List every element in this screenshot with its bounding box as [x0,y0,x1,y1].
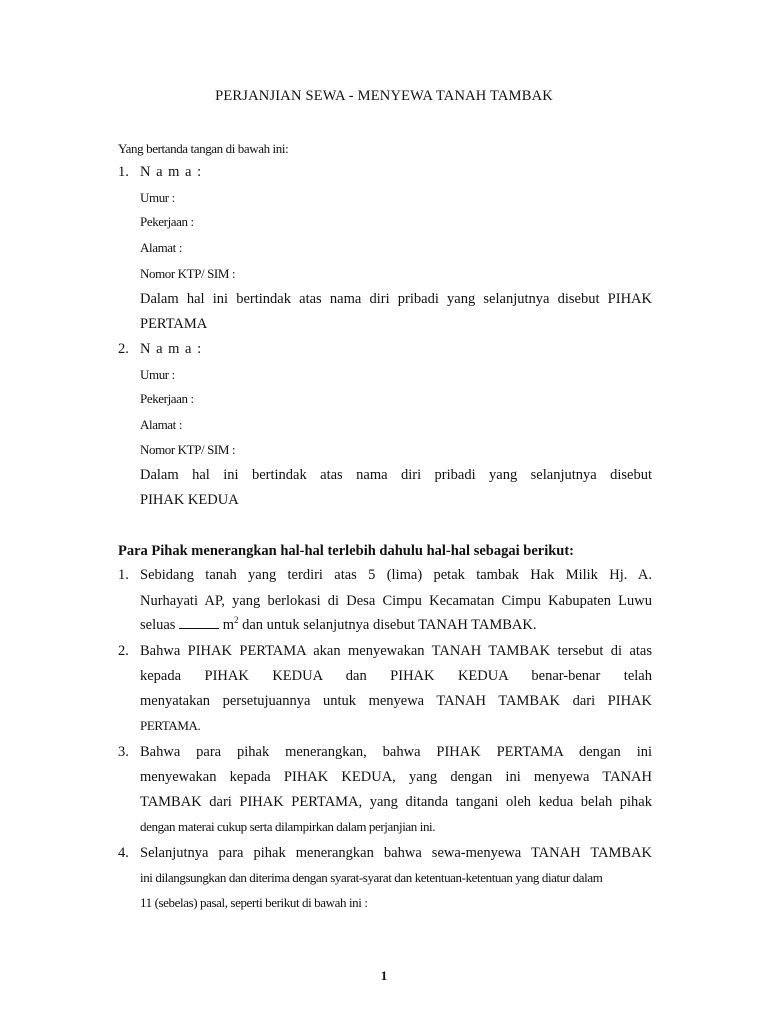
point-2-line3: menyatakan persetujuannya untuk menyewa TANAH TAMBAK dari PIHAK [140,693,652,709]
party-2-nomor: Nomor KTP/ SIM : [140,442,236,457]
point-1-seluas: seluas [140,617,176,633]
page-number: 1 [380,968,388,983]
point-3-number: 3. [118,744,129,760]
point-3-line1: Bahwa para pihak menerangkan, bahwa PIHAK PERTAMA dengan ini [140,744,652,760]
point-4-number: 4. [118,845,129,861]
point-1-number: 1. [118,567,129,583]
party-1-number: 1. [118,164,129,180]
point-4-line2: ini dilangsungkan dan diterima dengan syarat-syarat dan ketentuan-ketentuan yang diatur dalam [140,870,603,885]
party-2-alamat: Alamat : [140,417,182,432]
section-heading: Para Pihak menerangkan hal-hal terlebih dahulu hal-hal sebagai berikut: [118,543,575,559]
point-1-line3 [140,616,536,634]
party-2-desc-line2: PIHAK KEDUA [140,492,239,508]
party-1-pekerjaan: Pekerjaan : [140,214,194,229]
party-1-desc-line1: Dalam hal ini bertindak atas nama diri pribadi yang selanjutnya disebut PIHAK [140,291,652,307]
point-2-line4: PERTAMA. [140,718,201,733]
area-unit: m [222,617,234,633]
party-2-desc-line1: Dalam hal ini bertindak atas nama diri pribadi yang selanjutnya disebut [140,467,652,483]
point-4-line3: 11 (sebelas) pasal, seperti berikut di bawah ini : [140,895,368,910]
party-1-umur: Umur : [140,190,175,205]
point-3-line3: TAMBAK dari PIHAK PERTAMA, yang ditanda tangani oleh kedua belah pihak [140,794,652,810]
party-2-nama: N a m a : [140,341,203,357]
point-1-line1: Sebidang tanah yang terdiri atas 5 (lima) petak tambak Hak Milik Hj. A. [140,567,652,583]
party-2-pekerjaan: Pekerjaan : [140,391,194,406]
point-1-line3-rest: dan untuk selanjutnya disebut TANAH TAMBAK. [242,617,537,633]
party-1-nama: N a m a : [140,164,203,180]
point-2-line2: kepada PIHAK KEDUA dan PIHAK KEDUA benar-benar telah [140,668,652,684]
point-4-line1: Selanjutnya para pihak menerangkan bahwa sewa-menyewa TANAH TAMBAK [140,845,652,861]
point-1-line2: Nurhayati AP, yang berlokasi di Desa Cimpu Kecamatan Cimpu Kabupaten Luwu [140,593,652,609]
document-title: PERJANJIAN SEWA - MENYEWA TANAH TAMBAK [215,88,553,104]
party-2-number: 2. [118,341,129,357]
point-3-line2: menyewakan kepada PIHAK KEDUA, yang dengan ini menyewa TANAH [140,769,652,785]
party-1-alamat: Alamat : [140,240,182,255]
point-2-number: 2. [118,643,129,659]
intro-text: Yang bertanda tangan di bawah ini: [118,141,289,156]
point-2-line1: Bahwa PIHAK PERTAMA akan menyewakan TANAH TAMBAK tersebut di atas [140,643,652,659]
area-blank-line [179,616,219,629]
party-1-nomor: Nomor KTP/ SIM : [140,266,236,281]
party-1-desc-line2: PERTAMA [140,316,208,332]
area-unit-exponent: 2 [233,615,239,626]
party-2-umur: Umur : [140,367,175,382]
point-3-line4: dengan materai cukup serta dilampirkan dalam perjanjian ini. [140,819,436,834]
